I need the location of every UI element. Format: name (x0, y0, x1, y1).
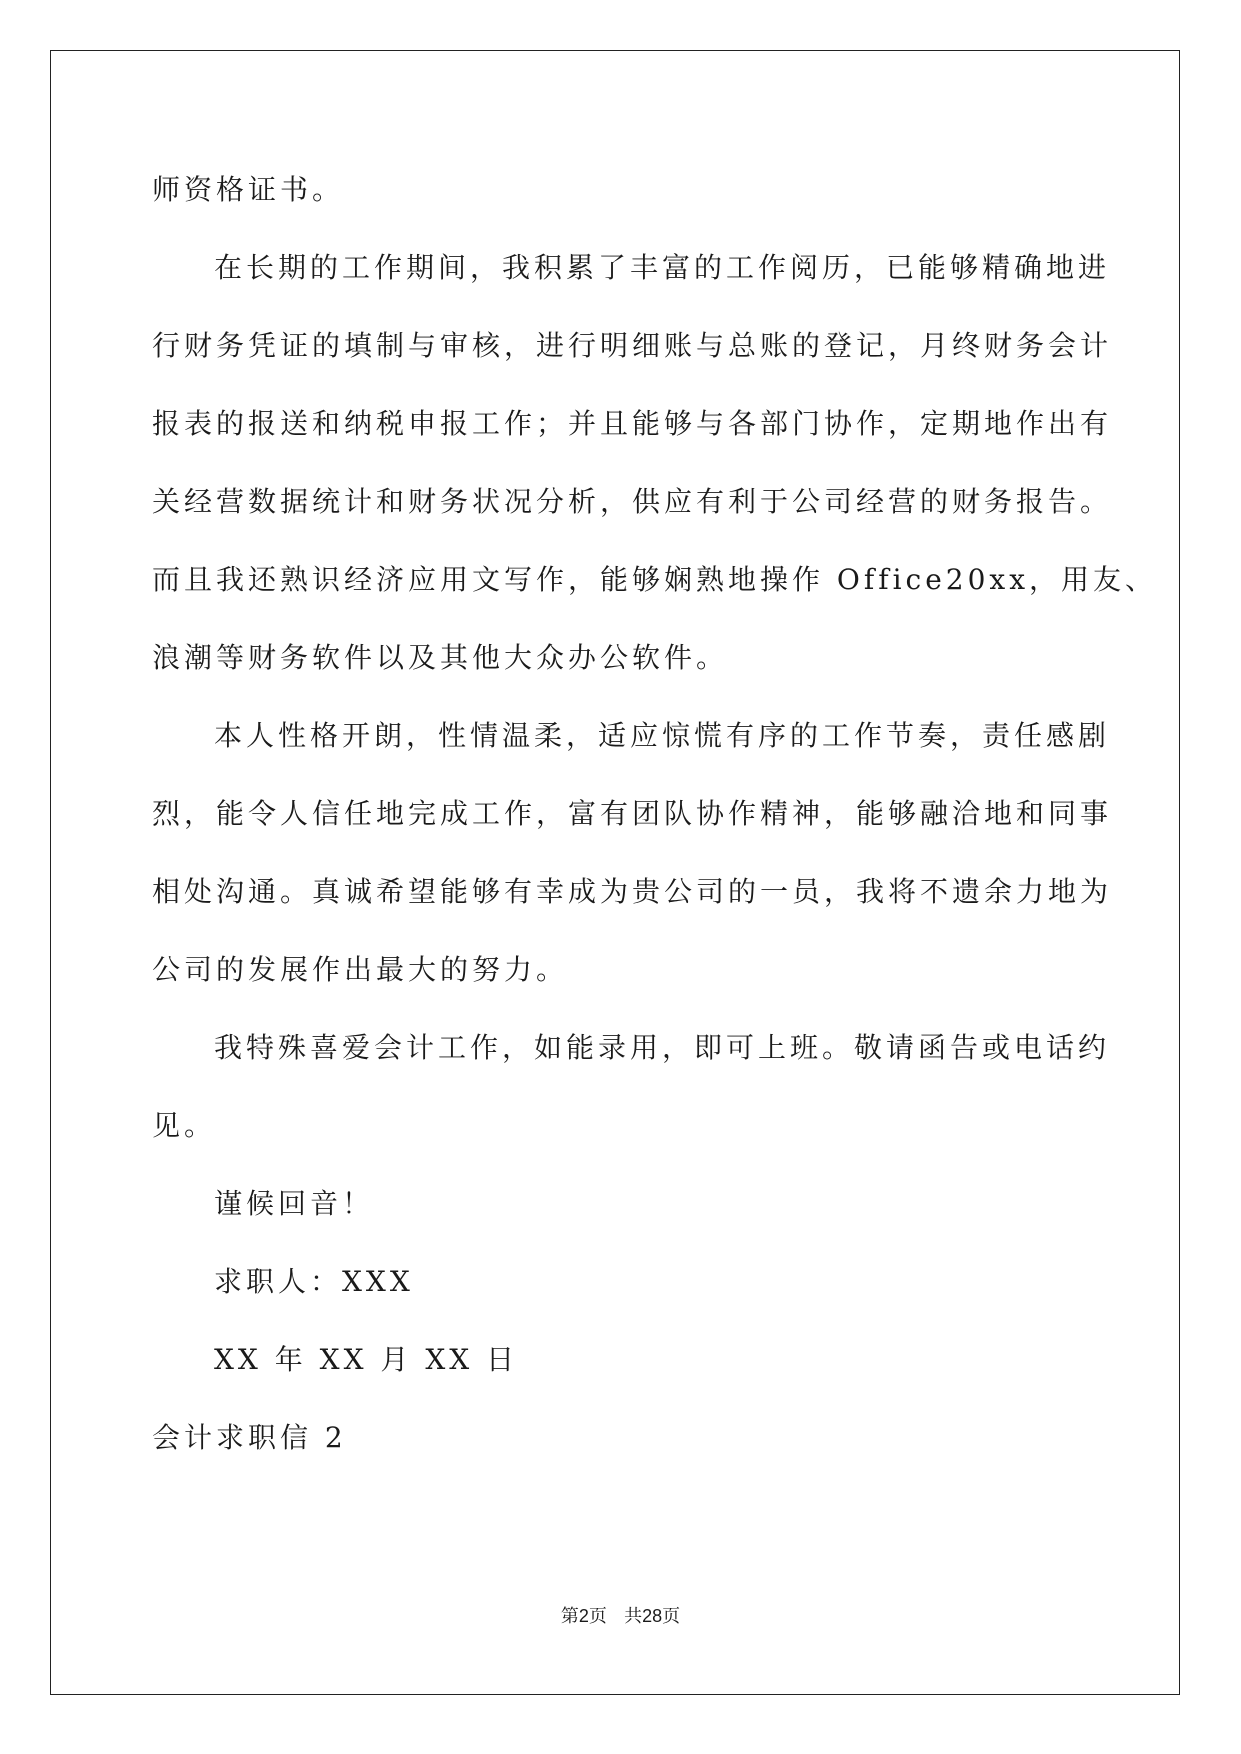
text-line: 关经营数据统计和财务状况分析，供应有利于公司经营的财务报告。 (152, 485, 1113, 518)
section-heading: 会计求职信 2 (152, 1421, 347, 1454)
text-line: 公司的发展作出最大的努力。 (152, 953, 569, 986)
text-line: 报表的报送和纳税申报工作；并且能够与各部门协作，定期地作出有 (152, 407, 1113, 440)
text-line: 师资格证书。 (152, 173, 345, 206)
footer-page-number: 2 (578, 1606, 589, 1626)
footer-page-unit: 页 (588, 1606, 607, 1627)
text-line: 见。 (152, 1109, 217, 1142)
text-line: XX 年 XX 月 XX 日 (214, 1343, 519, 1376)
text-line: 谨候回音！ (214, 1187, 375, 1220)
footer-total-prefix: 共 (624, 1606, 643, 1627)
footer-total-pages: 28 (642, 1606, 663, 1626)
text-line: 行财务凭证的填制与审核，进行明细账与总账的登记，月终财务会计 (152, 329, 1113, 362)
text-line: 在长期的工作期间，我积累了丰富的工作阅历，已能够精确地进 (214, 251, 1111, 284)
text-line: 浪潮等财务软件以及其他大众办公软件。 (152, 641, 729, 674)
text-line: 求职人：XXX (214, 1265, 414, 1298)
text-line: 本人性格开朗，性情温柔，适应惊慌有序的工作节奏，责任感剧 (214, 719, 1111, 752)
page-footer (0, 1604, 1241, 1629)
text-line: 我特殊喜爱会计工作，如能录用，即可上班。敬请函告或电话约 (214, 1031, 1111, 1064)
footer-total-unit: 页 (662, 1606, 681, 1627)
text-line: 而且我还熟识经济应用文写作，能够娴熟地操作 Office20xx，用友、 (152, 563, 1158, 596)
text-line: 烈，能令人信任地完成工作，富有团队协作精神，能够融洽地和同事 (152, 797, 1113, 830)
text-line: 相处沟通。真诚希望能够有幸成为贵公司的一员，我将不遗余力地为 (152, 875, 1113, 908)
footer-prefix: 第 (560, 1606, 579, 1627)
